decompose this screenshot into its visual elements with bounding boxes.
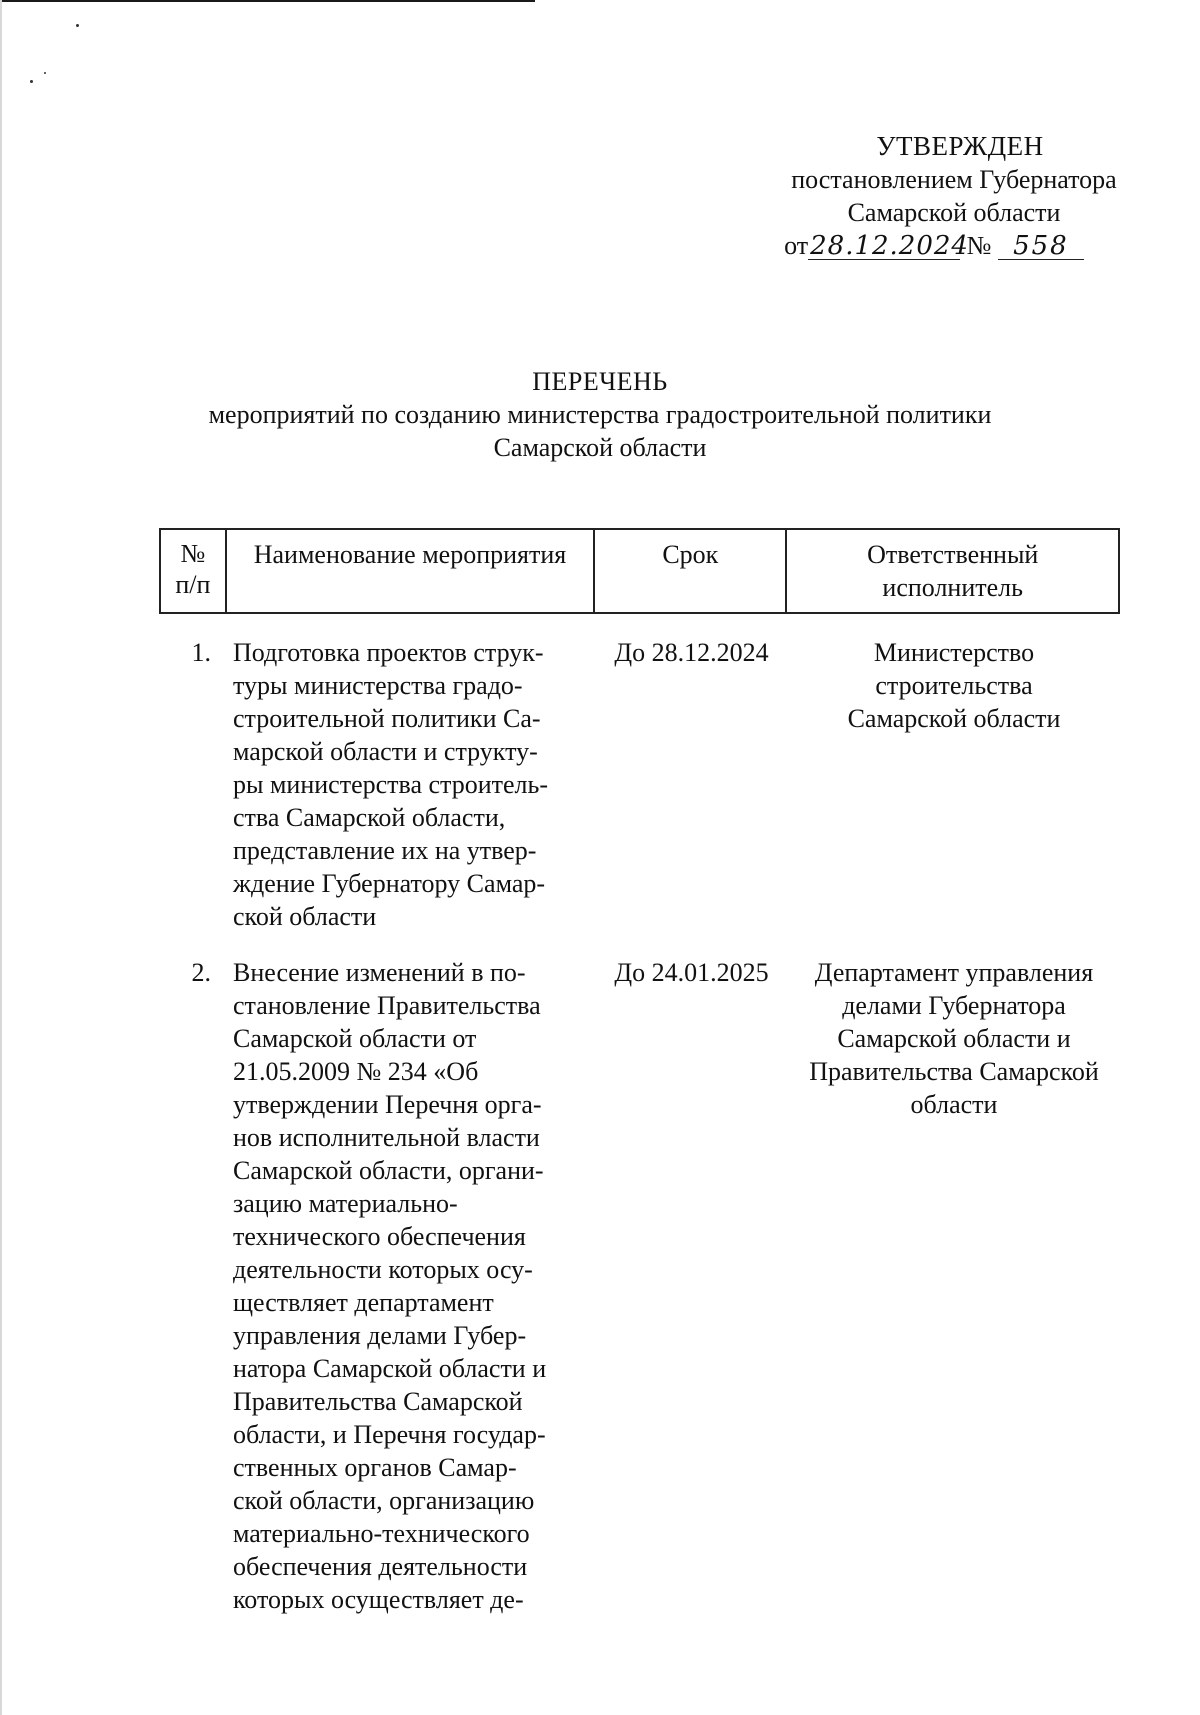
date-prefix: от <box>784 231 809 260</box>
measure-line: ществляет департамент <box>233 1288 494 1317</box>
responsible-line: Самарской области <box>847 704 1061 733</box>
measure-line: обеспечения деятельности <box>233 1552 528 1581</box>
header-number-line: № <box>180 539 206 568</box>
scan-speck <box>76 24 79 27</box>
measure-line: ства Самарской области, <box>233 803 506 832</box>
measure-line: деятельности которых осу- <box>233 1255 533 1284</box>
measure-line: области, и Перечня государ- <box>233 1420 546 1449</box>
measure-line: Правительства Самарской <box>233 1387 523 1416</box>
approval-date-row <box>674 229 1194 262</box>
measure-line: ждение Губернатору Самар- <box>233 869 546 898</box>
table-row <box>159 956 1120 1616</box>
approval-line-2: Самарской области <box>847 198 1061 227</box>
measure-line: Внесение изменений в по- <box>233 958 526 987</box>
row-number: 2. <box>191 958 211 987</box>
document-subtitle-line-2: Самарской области <box>493 433 707 462</box>
measure-line: утверждении Перечня орга- <box>233 1090 542 1119</box>
measure-line: нов исполнительной власти <box>233 1123 540 1152</box>
row-number: 1. <box>191 638 211 667</box>
scan-edge-left <box>0 0 2 1715</box>
scan-edge-top <box>0 0 535 2</box>
row-deadline: До 24.01.2025 <box>614 958 769 987</box>
header-responsible <box>787 530 1118 612</box>
scan-speck <box>30 80 33 83</box>
measure-line: становление Правительства <box>233 991 541 1020</box>
document-subtitle-line-1: мероприятий по созданию министерства градостроительной политики <box>208 400 992 429</box>
header-responsible-line: Ответственный <box>867 540 1039 569</box>
responsible-line: строительства <box>875 671 1033 700</box>
measure-line: строительной политики Са- <box>233 704 541 733</box>
measure-line: Самарской области от <box>233 1024 477 1053</box>
measure-line: 21.05.2009 № 234 «Об <box>233 1057 479 1086</box>
approval-line-1: постановлением Губернатора <box>791 165 1117 194</box>
header-name: Наименование мероприятия <box>227 530 595 612</box>
measure-line: натора Самарской области и <box>233 1354 547 1383</box>
measure-line: Самарской области, органи- <box>233 1156 544 1185</box>
approval-stamp-block <box>700 130 1200 262</box>
header-number <box>161 530 227 612</box>
measure-line: ской области <box>233 902 377 931</box>
row-measure-name <box>159 636 595 934</box>
measure-line: туры министерства градо- <box>233 671 523 700</box>
table-header-row <box>159 528 1120 614</box>
responsible-line: Департамент управления <box>814 958 1094 987</box>
header-deadline: Срок <box>595 530 787 612</box>
responsible-line: Самарской области и <box>837 1024 1071 1053</box>
measure-line: Подготовка проектов струк- <box>233 638 544 667</box>
header-responsible-line: исполнитель <box>882 573 1023 602</box>
table-row <box>159 636 1120 934</box>
header-number-line: п/п <box>175 570 211 599</box>
number-sign: № <box>966 231 992 260</box>
measure-line: представление их на утвер- <box>233 836 537 865</box>
measure-line: марской области и структу- <box>233 737 538 766</box>
responsible-line: делами Губернатора <box>842 991 1066 1020</box>
document-title-block <box>0 365 1200 464</box>
measure-line: которых осуществляет де- <box>233 1585 524 1614</box>
responsible-line: области <box>910 1090 998 1119</box>
measure-line: материально-технического <box>233 1519 530 1548</box>
row-measure-name <box>159 956 595 1616</box>
measure-line: ственных органов Самар- <box>233 1453 517 1482</box>
responsible-line: Правительства Самарской <box>809 1057 1099 1086</box>
measure-line: управления делами Губер- <box>233 1321 527 1350</box>
row-responsible <box>788 956 1120 1616</box>
measure-line: ской области, организацию <box>233 1486 535 1515</box>
responsible-line: Министерство <box>873 638 1035 667</box>
scan-speck <box>44 72 46 74</box>
measure-line: технического обеспечения <box>233 1222 526 1251</box>
measure-line: ры министерства строитель- <box>233 770 549 799</box>
measures-table <box>159 528 1120 1616</box>
handwritten-date: 28.12.2024 <box>810 231 969 261</box>
document-title: ПЕРЕЧЕНЬ <box>532 367 668 396</box>
approval-title: УТВЕРЖДЕН <box>876 131 1044 161</box>
measure-line: зацию материально- <box>233 1189 458 1218</box>
handwritten-number: 558 <box>998 233 1084 260</box>
row-deadline: До 28.12.2024 <box>614 638 769 667</box>
row-responsible <box>788 636 1120 934</box>
